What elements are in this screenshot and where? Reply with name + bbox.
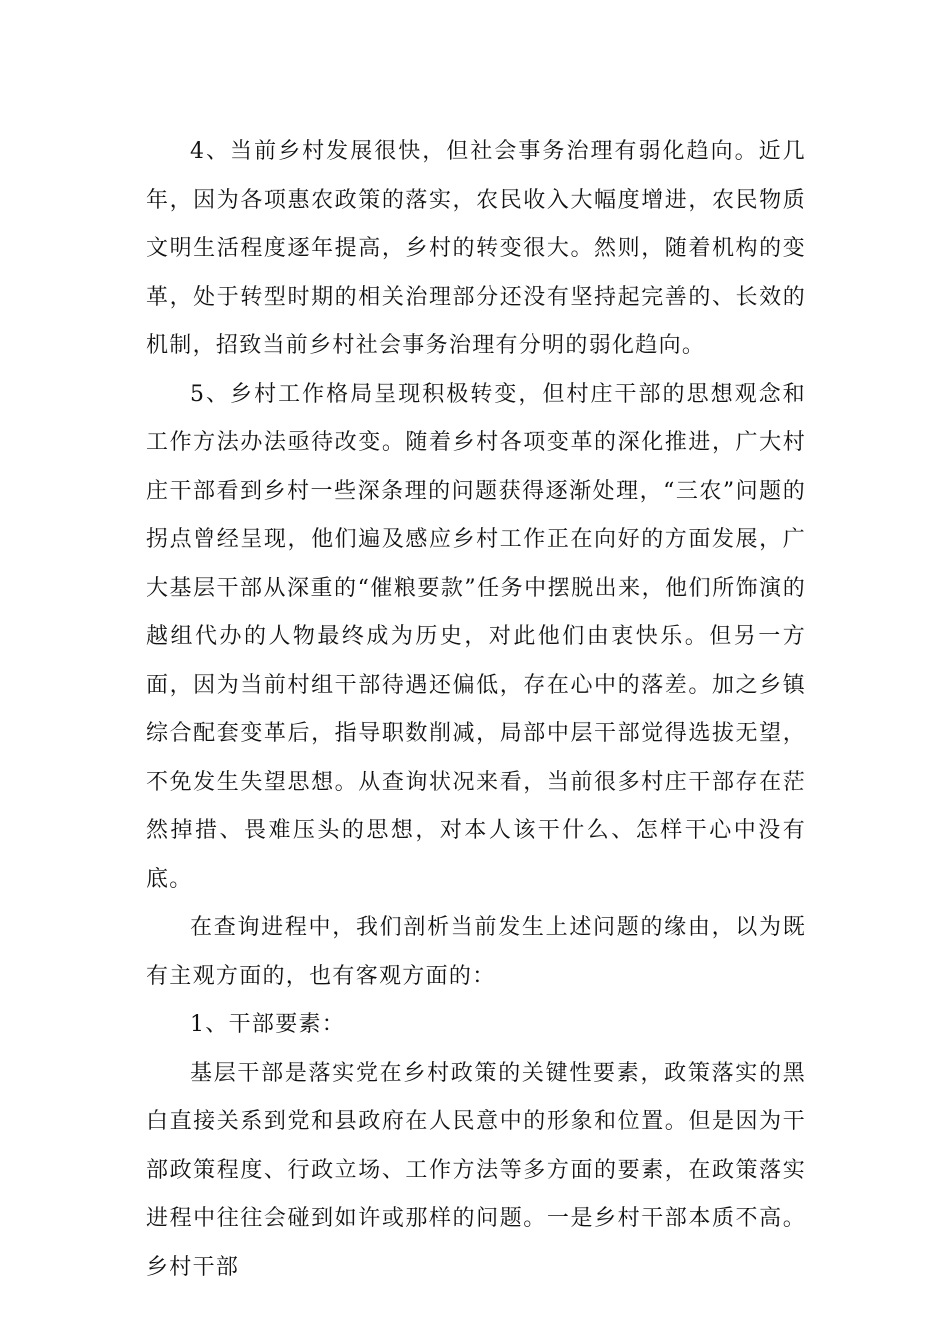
paragraph-analysis-intro: 在查询进程中，我们剖析当前发生上述问题的缘由，以为既有主观方面的，也有客观方面的： [146, 915, 806, 989]
paragraph-heading-cadre-factor: 1、干部要素： [190, 1012, 346, 1037]
paragraph-cadre-factor: 基层干部是落实党在乡村政策的关键性要素，政策落实的黑白直接关系到党和县政府在人民意中的形象和位置。但是因为干部政策程度、行政立场、工作方法等多方面的要素，在政策落实进程中往往会碰到如许或那样的问题。一是乡村干部本质不高。乡村干部 [146, 1060, 806, 1280]
paragraph-4: 4、当前乡村发展很快，但社会事务治理有弱化趋向。近几年，因为各项惠农政策的落实，农民收入大幅度增进，农民物质文明生活程度逐年提高，乡村的转变很大。然则，随着机构的变革，处于转型时期的相关治理部分还没有坚持起完善的、长效的机制，招致当前乡村社会事务治理有分明的弱化趋向。 [146, 139, 806, 358]
paragraph-5: 5、乡村工作格局呈现积极转变，但村庄干部的思想观念和工作方法办法亟待改变。随着乡村各项变革的深化推进，广大村庄干部看到乡村一些深条理的问题获得逐渐处理，“三农”问题的拐点曾经呈现，他们遍及感应乡村工作正在向好的方面发展，广大基层干部从深重的“催粮要款”任务中摆脱出来，他们所饰演的越组代办的人物最终成为历史，对此他们由衷快乐。但另一方面，因为当前村组干部待遇还偏低，存在心中的落差。加之乡镇综合配套变革后，指导职数削减，局部中层干部觉得选拔无望，不免发生失望思想。从查询状况来看，当前很多村庄干部存在茫然掉措、畏难压头的思想，对本人该干什么、怎样干心中没有底。 [146, 381, 806, 892]
document-body [146, 128, 806, 1292]
